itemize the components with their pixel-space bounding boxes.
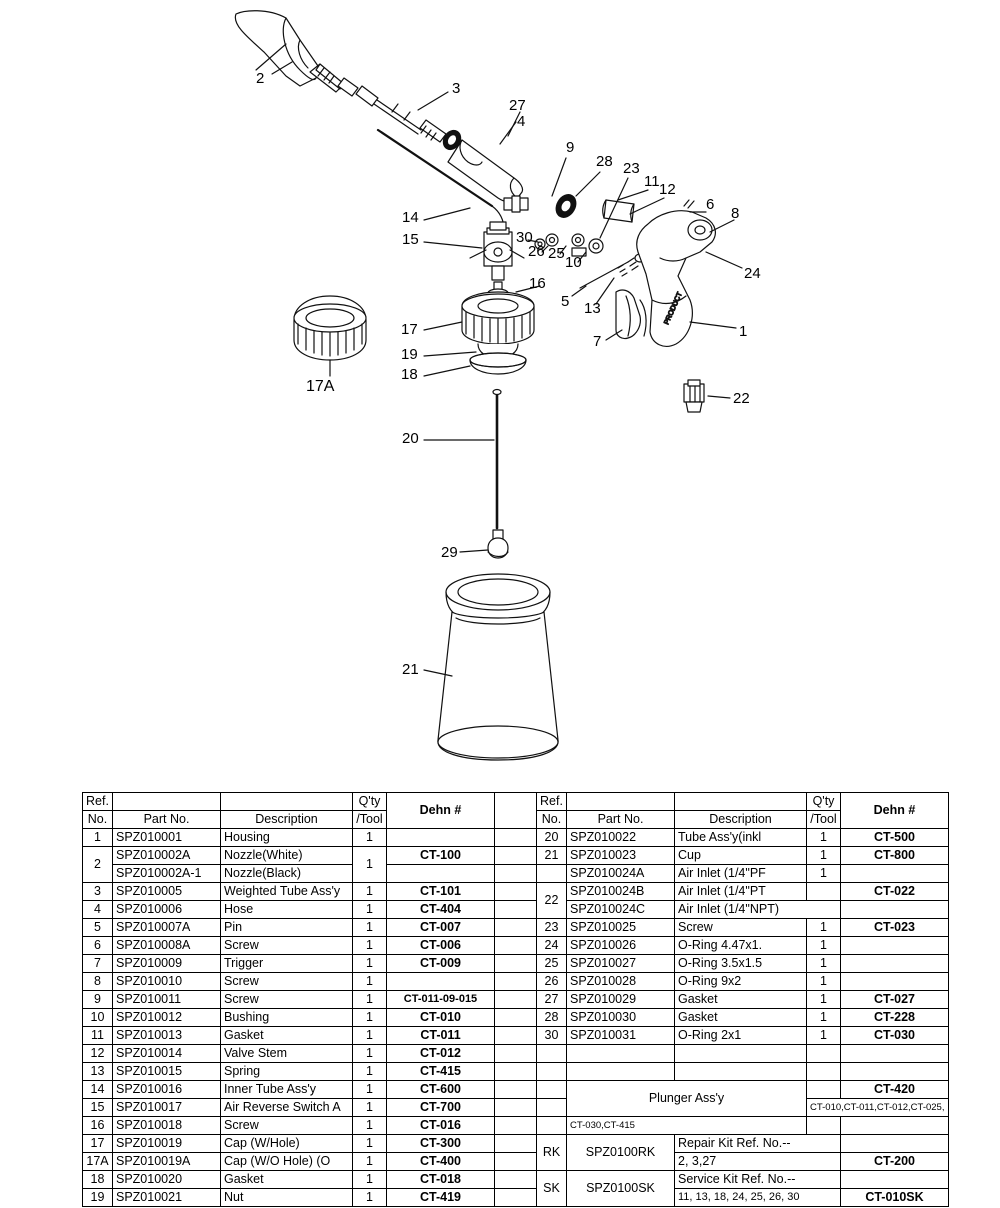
cell-gap [495,1189,537,1207]
hdr-spacer-r2 [675,793,807,811]
cell-desc: O-Ring 9x2 [675,973,807,991]
cell-ref: 5 [83,919,113,937]
cell-qty: 1 [353,1027,387,1045]
cell-gap [495,1135,537,1153]
callout-11: 11 [644,173,660,190]
callout-8: 8 [731,205,740,222]
cell-part: SPZ010028 [567,973,675,991]
hdr-spacer-r1 [567,793,675,811]
cell-dehn: CT-101 [387,883,495,901]
cell-dehn: CT-009 [387,955,495,973]
cell-ref: 1 [83,829,113,847]
cell-part: SPZ010014 [113,1045,221,1063]
cell-dehn [841,901,949,919]
cell-dehn: CT-012 [387,1045,495,1063]
cell-ref: 27 [537,991,567,1009]
table-row [83,1045,949,1063]
cell-part: SPZ010002A [113,847,221,865]
table-row [83,1081,949,1099]
hdr-ref-left-2: No. [83,811,113,829]
cell-qty: 1 [807,955,841,973]
service-kit-dehn-blank [841,1171,949,1189]
callout-14: 14 [402,209,419,226]
cell-desc: Gasket [221,1027,353,1045]
repair-kit-ref: RK [537,1135,567,1171]
callout-17a: 17A [306,378,335,395]
hdr-dehn-right: Dehn # [841,793,949,829]
cell-blank [807,1081,841,1099]
cell-gap [495,937,537,955]
cell-qty: 1 [807,829,841,847]
cell-ref: 6 [83,937,113,955]
cell-desc: Screw [221,991,353,1009]
cell-qty: 1 [353,1171,387,1189]
cell-blank [567,1045,675,1063]
table-row [83,973,949,991]
parts-list-table [82,792,949,1207]
cell-qty: 1 [353,1081,387,1099]
callout-30: 30 [516,229,533,246]
cell-blank [807,1117,841,1135]
cell-part: SPZ010023 [567,847,675,865]
cell-blank [675,1045,807,1063]
cell-ref: 4 [83,901,113,919]
table-row [83,1153,949,1171]
cell-ref: 14 [83,1081,113,1099]
cell-qty: 1 [353,1099,387,1117]
cell-desc: Screw [221,973,353,991]
table-row [83,1099,949,1117]
hdr-dehn-left: Dehn # [387,793,495,829]
cell-dehn: CT-023 [841,919,949,937]
cell-ref: 7 [83,955,113,973]
cell-ref: 30 [537,1027,567,1045]
cell-part: SPZ010018 [113,1117,221,1135]
cell-ref: 9 [83,991,113,1009]
cell-dehn: CT-600 [387,1081,495,1099]
cell-gap [495,1081,537,1099]
hdr-spacer-l2 [221,793,353,811]
cell-desc: Hose [221,901,353,919]
service-kit-part: SPZ0100SK [567,1171,675,1207]
cell-blank [841,1063,949,1081]
cell-ref: 20 [537,829,567,847]
cell-gap [495,991,537,1009]
cell-part: SPZ010010 [113,973,221,991]
cell-blank [841,1045,949,1063]
cell-part: SPZ010001 [113,829,221,847]
plunger-assy-note-1: CT-010,CT-011,CT-012,CT-025, [807,1099,949,1117]
cell-part: SPZ010024B [567,883,675,901]
cell-part: SPZ010024C [567,901,675,919]
cell-dehn: CT-419 [387,1189,495,1207]
callout-18: 18 [401,366,418,383]
hdr-ref-right-1: Ref. [537,793,567,811]
cell-desc: O-Ring 4.47x1. [675,937,807,955]
cell-desc: Nut [221,1189,353,1207]
cell-ref: 11 [83,1027,113,1045]
cell-blank [537,1099,567,1117]
repair-kit-dehn-blank [841,1135,949,1153]
cell-part: SPZ010025 [567,919,675,937]
cell-dehn: CT-022 [841,883,949,901]
cell-dehn: CT-415 [387,1063,495,1081]
cell-part: SPZ010022 [567,829,675,847]
cell-gap [495,1063,537,1081]
cell-ref: 3 [83,883,113,901]
cell-gap [495,1153,537,1171]
cell-qty: 1 [353,829,387,847]
callout-15: 15 [402,231,419,248]
cell-desc: Gasket [221,1171,353,1189]
cell-qty: 1 [807,919,841,937]
cell-desc: Nozzle(White) [221,847,353,865]
cell-gap [495,865,537,883]
cell-part: SPZ010017 [113,1099,221,1117]
cell-desc: Air Inlet (1/4"PT [675,883,807,901]
repair-kit-dehn: CT-200 [841,1153,949,1171]
cell-qty [807,883,841,901]
cell-ref: 25 [537,955,567,973]
callout-20: 20 [402,430,419,447]
cell-desc: Trigger [221,955,353,973]
cell-dehn: CT-018 [387,1171,495,1189]
cell-qty: 1 [353,1009,387,1027]
cell-ref: 15 [83,1099,113,1117]
cell-gap [495,1027,537,1045]
hdr-ref-left-1: Ref. [83,793,113,811]
callout-2: 2 [256,70,265,87]
cell-part: SPZ010008A [113,937,221,955]
plunger-assy-label: Plunger Ass'y [567,1081,807,1117]
service-kit-ref: SK [537,1171,567,1207]
cell-blank [841,1117,949,1135]
cell-dehn [387,973,495,991]
cell-qty: 1 [807,865,841,883]
hdr-qty-left-1: Q'ty [353,793,387,811]
table-header-row-1 [83,793,949,811]
cell-ref: 16 [83,1117,113,1135]
cell-dehn [387,865,495,883]
cell-gap [495,919,537,937]
cell-dehn [387,829,495,847]
table-row [83,829,949,847]
cell-part: SPZ010019 [113,1135,221,1153]
svg-text:PRODUCT: PRODUCT [663,291,684,326]
cell-part: SPZ010031 [567,1027,675,1045]
cell-desc: Screw [675,919,807,937]
cell-part: SPZ010011 [113,991,221,1009]
cell-dehn: CT-006 [387,937,495,955]
service-kit-desc-1: Service Kit Ref. No.-- [675,1171,841,1189]
cell-part: SPZ010009 [113,955,221,973]
repair-kit-desc-1: Repair Kit Ref. No.-- [675,1135,841,1153]
callout-17: 17 [401,321,418,338]
cell-desc: O-Ring 3.5x1.5 [675,955,807,973]
table-row [83,865,949,883]
cell-desc: Inner Tube Ass'y [221,1081,353,1099]
cell-qty: 1 [807,991,841,1009]
cell-qty: 1 [353,1189,387,1207]
table-row [83,847,949,865]
cell-desc: Housing [221,829,353,847]
callout-3: 3 [452,80,461,97]
cell-ref: 13 [83,1063,113,1081]
parts-table [82,792,945,1207]
callout-10: 10 [565,254,582,271]
cell-part: SPZ010002A-1 [113,865,221,883]
cell-qty: 1 [807,1027,841,1045]
cell-dehn [841,937,949,955]
cell-blank [537,1063,567,1081]
cell-qty: 1 [353,1153,387,1171]
cell-desc: Weighted Tube Ass'y [221,883,353,901]
cell-dehn: CT-100 [387,847,495,865]
cell-qty: 1 [807,1009,841,1027]
cell-gap [495,829,537,847]
cell-ref: 22 [537,883,567,919]
cell-dehn: CT-007 [387,919,495,937]
callout-9: 9 [566,139,575,156]
cell-qty: 1 [353,937,387,955]
cell-qty: 1 [807,973,841,991]
cell-ref [537,865,567,883]
cell-ref: 23 [537,919,567,937]
hdr-part-right: Part No. [567,811,675,829]
hdr-qty-right-1: Q'ty [807,793,841,811]
cell-qty: 1 [353,847,387,883]
cell-qty: 1 [807,847,841,865]
cell-blank [675,1063,807,1081]
cell-ref: 17 [83,1135,113,1153]
callout-19: 19 [401,346,418,363]
table-row [83,883,949,901]
cell-qty: 1 [353,955,387,973]
cell-dehn [841,865,949,883]
cell-ref: 18 [83,1171,113,1189]
repair-kit-part: SPZ0100RK [567,1135,675,1171]
cell-ref: 24 [537,937,567,955]
hdr-part-left: Part No. [113,811,221,829]
table-row [83,937,949,955]
cell-dehn: CT-404 [387,901,495,919]
cell-ref: 21 [537,847,567,865]
cell-part: SPZ010019A [113,1153,221,1171]
cell-qty: 1 [353,1117,387,1135]
cell-blank [807,1063,841,1081]
plunger-assy-note-2: CT-030,CT-415 [567,1117,807,1135]
cell-desc: Cap (W/O Hole) (O [221,1153,353,1171]
cell-gap [495,1045,537,1063]
table-row [83,919,949,937]
cell-desc: Cup [675,847,807,865]
callout-13: 13 [584,300,601,317]
cell-desc: Screw [221,937,353,955]
cell-part: SPZ010013 [113,1027,221,1045]
cell-dehn: CT-300 [387,1135,495,1153]
cell-qty: 1 [353,1045,387,1063]
callout-4: 4 [517,113,526,130]
cell-qty: 1 [353,1063,387,1081]
cell-dehn: CT-011-09-015 [387,991,495,1009]
hdr-gap [495,793,537,829]
cell-part: SPZ010027 [567,955,675,973]
cell-part: SPZ010005 [113,883,221,901]
cell-ref: 10 [83,1009,113,1027]
cell-part: SPZ010026 [567,937,675,955]
table-row [83,1063,949,1081]
cell-desc: Air Inlet (1/4"NPT) [675,901,841,919]
cell-qty: 1 [353,919,387,937]
cell-ref: 26 [537,973,567,991]
service-kit-dehn: CT-010SK [841,1189,949,1207]
hdr-qty-right-2: /Tool [807,811,841,829]
cell-part: SPZ010015 [113,1063,221,1081]
cell-dehn: CT-800 [841,847,949,865]
callout-24: 24 [744,265,761,282]
cell-qty: 1 [353,883,387,901]
cell-part: SPZ010029 [567,991,675,1009]
cell-desc: Screw [221,1117,353,1135]
cell-ref: 19 [83,1189,113,1207]
cell-desc: Air Reverse Switch A [221,1099,353,1117]
table-row [83,1171,949,1189]
repair-kit-desc-2: 2, 3,27 [675,1153,841,1171]
cell-gap [495,847,537,865]
cell-blank [537,1117,567,1135]
cell-part: SPZ010016 [113,1081,221,1099]
cell-gap [495,955,537,973]
cell-desc: Tube Ass'y(inkl [675,829,807,847]
table-row [83,1189,949,1207]
cell-desc: Spring [221,1063,353,1081]
callout-6: 6 [706,196,715,213]
callout-28: 28 [596,153,613,170]
hdr-qty-left-2: /Tool [353,811,387,829]
service-kit-desc-2: 11, 13, 18, 24, 25, 26, 30 [675,1189,841,1207]
cell-gap [495,883,537,901]
cell-blank [537,1045,567,1063]
cell-desc: Valve Stem [221,1045,353,1063]
hdr-desc-right: Description [675,811,807,829]
cell-qty: 1 [353,1135,387,1153]
cell-qty: 1 [353,901,387,919]
table-row [83,955,949,973]
cell-ref: 17A [83,1153,113,1171]
cell-ref: 8 [83,973,113,991]
cell-desc: Air Inlet (1/4"PF [675,865,807,883]
hdr-ref-right-2: No. [537,811,567,829]
cell-desc: Bushing [221,1009,353,1027]
cell-gap [495,1171,537,1189]
callout-16: 16 [529,275,546,292]
hdr-spacer-l1 [113,793,221,811]
table-row [83,1027,949,1045]
cell-desc: O-Ring 2x1 [675,1027,807,1045]
cell-dehn: CT-228 [841,1009,949,1027]
cell-ref: 28 [537,1009,567,1027]
plunger-assy-dehn: CT-420 [841,1081,949,1099]
cell-part: SPZ010012 [113,1009,221,1027]
cell-gap [495,973,537,991]
cell-dehn: CT-016 [387,1117,495,1135]
callout-26: 26 [528,243,545,260]
callout-23: 23 [623,160,640,177]
table-row [83,1117,949,1135]
cell-part: SPZ010030 [567,1009,675,1027]
cell-part: SPZ010006 [113,901,221,919]
callout-12: 12 [659,181,676,198]
cell-dehn: CT-011 [387,1027,495,1045]
callout-7: 7 [593,333,602,350]
cell-part: SPZ010024A [567,865,675,883]
cell-dehn [841,973,949,991]
cell-gap [495,1099,537,1117]
cell-part: SPZ010021 [113,1189,221,1207]
cell-dehn [841,955,949,973]
cell-dehn: CT-027 [841,991,949,1009]
cell-qty: 1 [807,937,841,955]
cell-desc: Cap (W/Hole) [221,1135,353,1153]
cell-blank [807,1045,841,1063]
cell-desc: Gasket [675,991,807,1009]
callout-5: 5 [561,293,570,310]
table-row [83,991,949,1009]
table-row [83,1009,949,1027]
cell-ref: 12 [83,1045,113,1063]
cell-blank [537,1081,567,1099]
callout-27: 27 [509,97,526,114]
table-row [83,1135,949,1153]
cell-part: SPZ010007A [113,919,221,937]
cell-gap [495,901,537,919]
table-row [83,901,949,919]
callout-1: 1 [739,323,748,340]
cell-part: SPZ010020 [113,1171,221,1189]
cell-desc: Gasket [675,1009,807,1027]
cell-dehn: CT-700 [387,1099,495,1117]
cell-dehn: CT-400 [387,1153,495,1171]
cell-dehn: CT-030 [841,1027,949,1045]
cell-gap [495,1117,537,1135]
cell-desc: Pin [221,919,353,937]
cell-qty: 1 [353,973,387,991]
cell-dehn: CT-500 [841,829,949,847]
cell-qty: 1 [353,991,387,1009]
cell-desc: Nozzle(Black) [221,865,353,883]
cell-ref: 2 [83,847,113,883]
cell-dehn: CT-010 [387,1009,495,1027]
callout-25: 25 [548,245,565,262]
hdr-desc-left: Description [221,811,353,829]
cell-blank [567,1063,675,1081]
cell-gap [495,1009,537,1027]
callout-22: 22 [733,390,750,407]
callout-21: 21 [402,661,419,678]
callout-29: 29 [441,544,458,561]
